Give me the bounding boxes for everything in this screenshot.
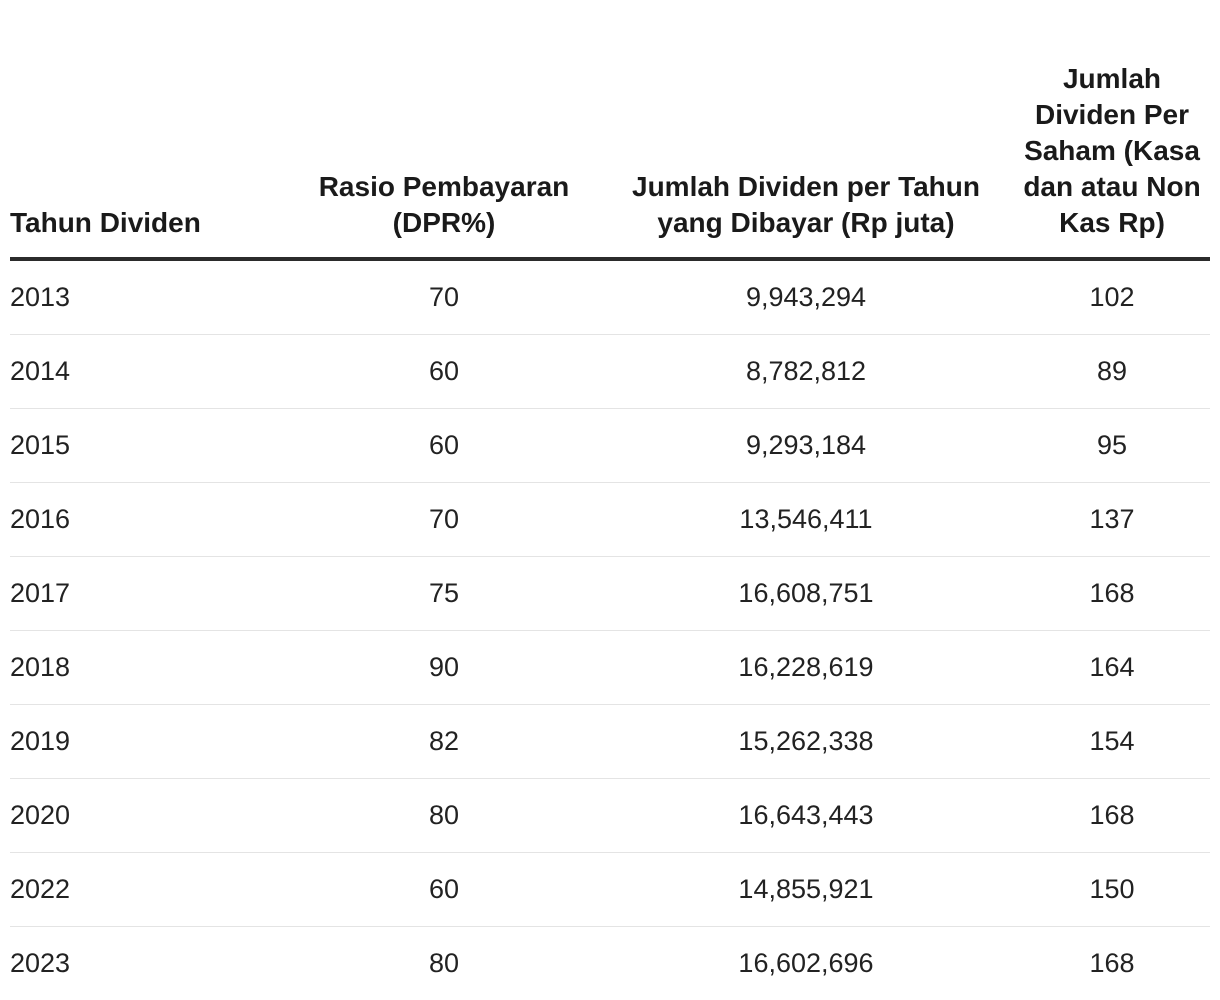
table-row [10,557,1210,631]
cell-rasio-pembayaran: 82 [290,705,598,779]
cell-jumlah-dividen-per-tahun: 16,602,696 [598,927,1014,1000]
cell-jumlah-dividen-per-tahun: 16,643,443 [598,779,1014,853]
cell-jumlah-dividen-per-tahun: 8,782,812 [598,335,1014,409]
cell-jumlah-dividen-per-tahun: 14,855,921 [598,853,1014,927]
cell-jumlah-dividen-per-saham: 137 [1014,483,1210,557]
table-row [10,259,1210,335]
column-header-tahun-dividen: Tahun Dividen [10,0,290,259]
table-row [10,631,1210,705]
dividend-table-container [10,0,1210,1000]
cell-rasio-pembayaran: 60 [290,853,598,927]
cell-rasio-pembayaran: 90 [290,631,598,705]
cell-tahun-dividen: 2017 [10,557,290,631]
cell-rasio-pembayaran: 70 [290,483,598,557]
column-header-rasio-pembayaran: Rasio Pembayaran (DPR%) [290,0,598,259]
table-row [10,705,1210,779]
cell-jumlah-dividen-per-tahun: 13,546,411 [598,483,1014,557]
table-row [10,853,1210,927]
cell-rasio-pembayaran: 60 [290,409,598,483]
column-header-jumlah-dividen-per-saham: Jumlah Dividen Per Saham (Kasa dan atau Non Kas Rp) [1014,0,1210,259]
cell-jumlah-dividen-per-saham: 168 [1014,779,1210,853]
cell-tahun-dividen: 2016 [10,483,290,557]
cell-tahun-dividen: 2023 [10,927,290,1000]
cell-jumlah-dividen-per-tahun: 9,943,294 [598,259,1014,335]
cell-tahun-dividen: 2019 [10,705,290,779]
table-row [10,409,1210,483]
cell-jumlah-dividen-per-saham: 168 [1014,927,1210,1000]
cell-jumlah-dividen-per-tahun: 15,262,338 [598,705,1014,779]
cell-jumlah-dividen-per-tahun: 16,228,619 [598,631,1014,705]
table-body [10,259,1210,1000]
cell-jumlah-dividen-per-saham: 95 [1014,409,1210,483]
cell-rasio-pembayaran: 80 [290,779,598,853]
table-header [10,0,1210,259]
cell-tahun-dividen: 2014 [10,335,290,409]
cell-jumlah-dividen-per-saham: 154 [1014,705,1210,779]
table-row [10,483,1210,557]
cell-jumlah-dividen-per-tahun: 16,608,751 [598,557,1014,631]
cell-jumlah-dividen-per-saham: 168 [1014,557,1210,631]
table-row [10,779,1210,853]
cell-jumlah-dividen-per-saham: 164 [1014,631,1210,705]
cell-tahun-dividen: 2013 [10,259,290,335]
cell-tahun-dividen: 2015 [10,409,290,483]
cell-tahun-dividen: 2020 [10,779,290,853]
cell-jumlah-dividen-per-tahun: 9,293,184 [598,409,1014,483]
cell-jumlah-dividen-per-saham: 89 [1014,335,1210,409]
cell-rasio-pembayaran: 75 [290,557,598,631]
header-row [10,0,1210,259]
cell-rasio-pembayaran: 80 [290,927,598,1000]
table-row [10,927,1210,1000]
cell-tahun-dividen: 2022 [10,853,290,927]
cell-tahun-dividen: 2018 [10,631,290,705]
column-header-jumlah-dividen-per-tahun: Jumlah Dividen per Tahun yang Dibayar (Rp juta) [598,0,1014,259]
cell-jumlah-dividen-per-saham: 102 [1014,259,1210,335]
cell-rasio-pembayaran: 60 [290,335,598,409]
cell-jumlah-dividen-per-saham: 150 [1014,853,1210,927]
dividend-table [10,0,1210,1000]
cell-rasio-pembayaran: 70 [290,259,598,335]
table-row [10,335,1210,409]
